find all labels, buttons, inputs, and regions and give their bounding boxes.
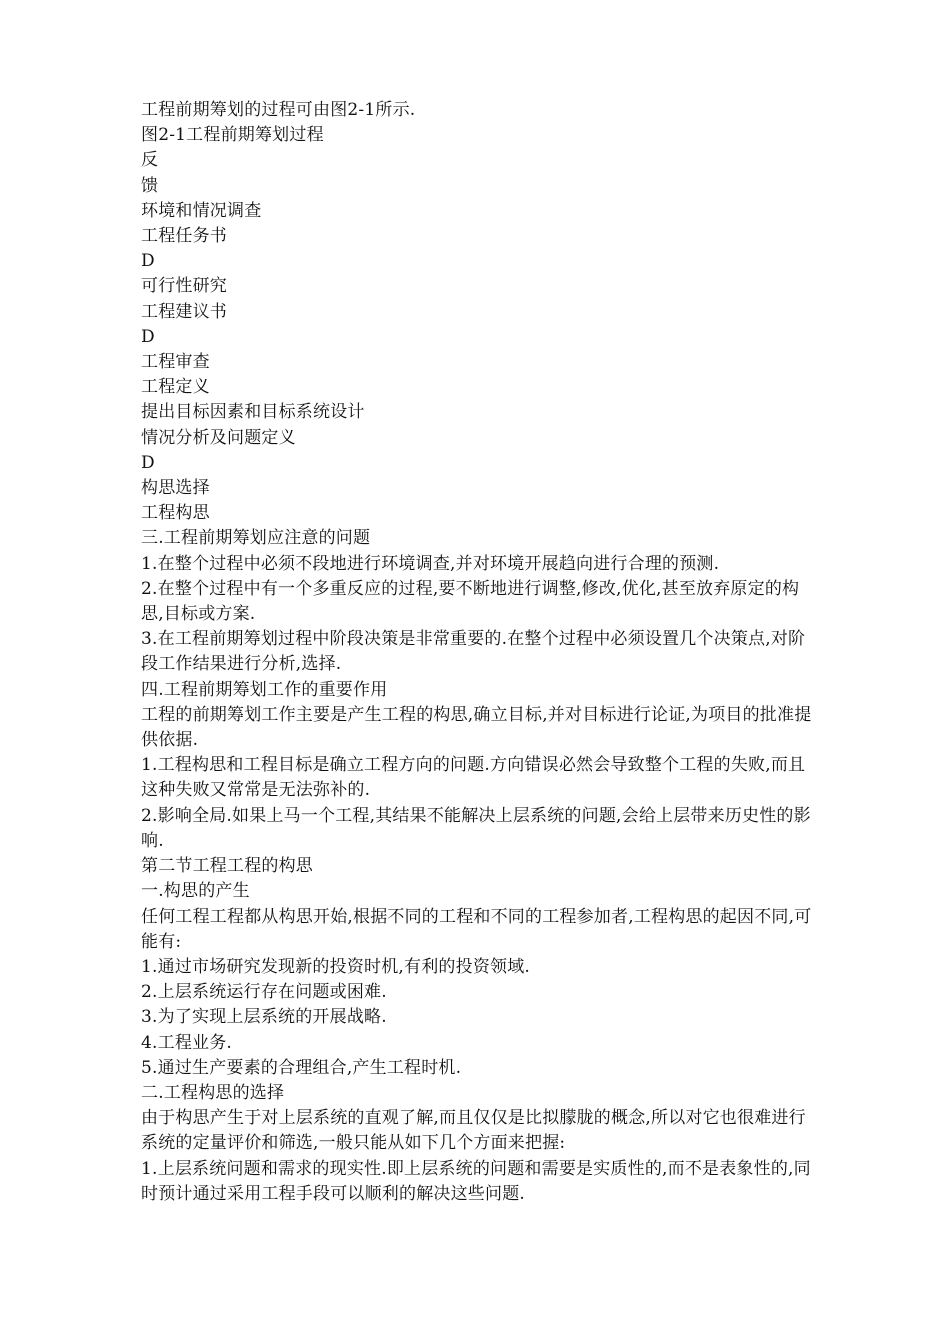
list-item: 5.通过生产要素的合理组合,产生工程时机. <box>141 1057 462 1078</box>
text-line: 工程审查 <box>141 352 210 373</box>
text-line: 工程定义 <box>141 377 210 398</box>
list-item: 1.上层系统问题和需求的现实性.即上层系统的问题和需要是实质性的,而不是表象性的,同时预计通过采用工程手段可以顺利的解决这些问题. <box>141 1158 811 1204</box>
text-line: 工程前期筹划的过程可由图2-1所示. <box>141 100 416 120</box>
document-body <box>141 98 821 1207</box>
list-item: 1.工程构思和工程目标是确立工程方向的问题.方向错误必然会导致整个工程的失败,而且这种失败又常常是无法弥补的. <box>141 755 806 801</box>
text-line: D <box>141 251 155 272</box>
text-line: D <box>141 452 155 473</box>
list-item: 2.影响全局.如果上马一个工程,其结果不能解决上层系统的问题,会给上层带来历史性的影响. <box>141 805 811 851</box>
text-line: 工程任务书 <box>141 226 227 247</box>
list-item: 2.上层系统运行存在问题或困难. <box>141 982 387 1003</box>
text-line: 提出目标因素和目标系统设计 <box>141 402 365 423</box>
figure-caption: 图2-1工程前期筹划过程 <box>141 125 324 146</box>
paragraph: 工程的前期筹划工作主要是产生工程的构思,确立目标,并对目标进行论证,为项目的批准提供依据. <box>141 704 812 751</box>
text-line: 反 <box>141 150 159 171</box>
section-heading: 四.工程前期筹划工作的重要作用 <box>141 679 388 700</box>
text-line: 构思选择 <box>141 478 210 499</box>
list-item: 3.在工程前期筹划过程中阶段决策是非常重要的.在整个过程中必须设置几个决策点,对阶段工作结果进行分析,选择. <box>141 629 806 675</box>
text-line: D <box>141 326 155 347</box>
list-item: 4.工程业务. <box>141 1032 233 1053</box>
text-line: 工程建议书 <box>141 301 227 322</box>
text-line: 情况分析及问题定义 <box>141 427 296 448</box>
text-line: 工程构思 <box>141 503 210 524</box>
list-item: 3.为了实现上层系统的开展战略. <box>141 1007 387 1028</box>
list-item: 2.在整个过程中有一个多重反应的过程,要不断地进行调整,修改,优化,甚至放弃原定的构思,目标或方案. <box>141 578 800 625</box>
section-heading: 三.工程前期筹划应注意的问题 <box>141 528 371 549</box>
section-heading: 一.构思的产生 <box>141 881 250 902</box>
text-line: 可行性研究 <box>141 276 227 297</box>
paragraph: 任何工程工程都从构思开始,根据不同的工程和不同的工程参加者,工程构思的起因不同,可能有: <box>141 906 812 952</box>
chapter-heading: 第二节工程工程的构思 <box>141 856 313 877</box>
list-item: 1.通过市场研究发现新的投资时机,有利的投资领域. <box>141 956 531 977</box>
text-line: 环境和情况调查 <box>141 200 262 221</box>
text-line: 馈 <box>141 175 159 196</box>
list-item: 1.在整个过程中必须不段地进行环境调查,并对环境开展趋向进行合理的预测. <box>141 553 720 574</box>
paragraph: 由于构思产生于对上层系统的直观了解,而且仅仅是比拟朦胧的概念,所以对它也很难进行系统的定量评价和筛选,一般只能从如下几个方面来把握: <box>141 1108 806 1154</box>
section-heading: 二.工程构思的选择 <box>141 1082 285 1103</box>
